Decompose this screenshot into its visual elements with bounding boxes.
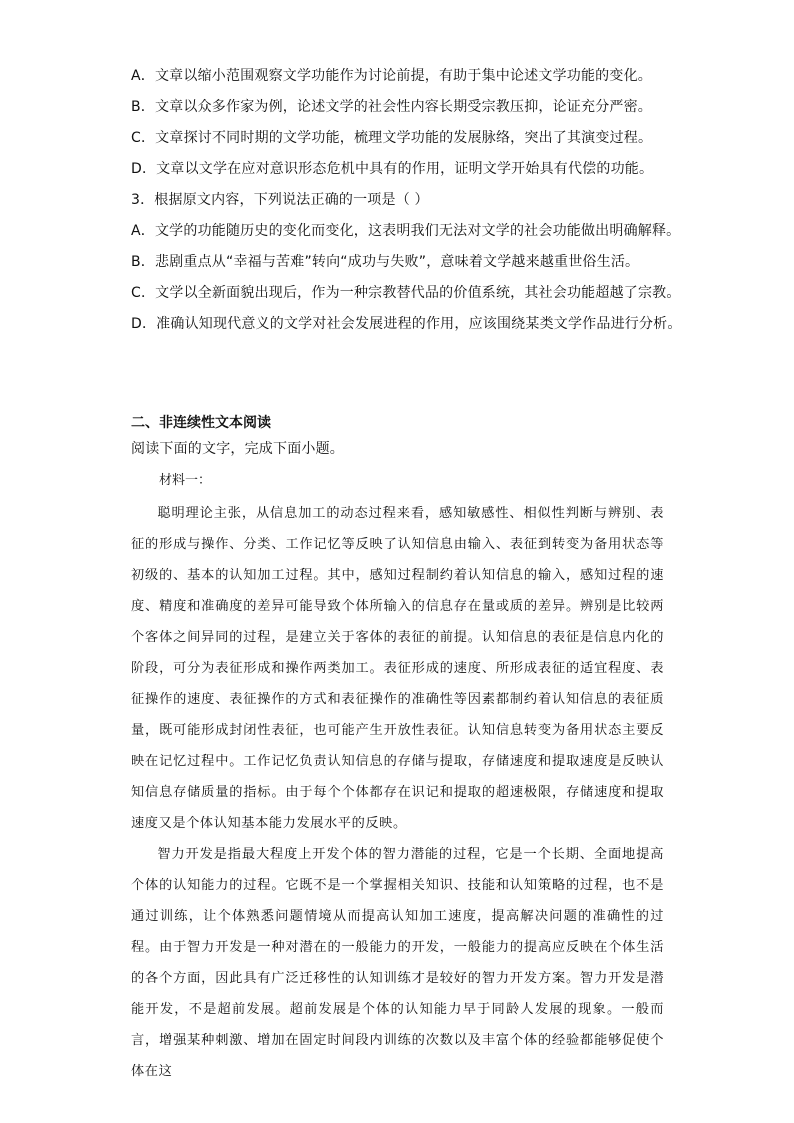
- q3-option-d: D．准确认知现代意义的文学对社会发展进程的作用，应该围绕某类文学作品进行分析。: [131, 316, 682, 332]
- section-instruction: 阅读下面的文字，完成下面小题。: [131, 441, 344, 457]
- q2-option-a: A．文章以缩小范围观察文学功能作为讨论前提，有助于集中论述文学功能的变化。: [131, 68, 652, 84]
- q2-option-d: D．文章以文学在应对意识形态危机中具有的作用，证明文学开始具有代偿的功能。: [131, 161, 654, 177]
- material-paragraph-1: 聪明理论主张，从信息加工的动态过程来看，感知敏感性、相似性判断与辨别、表征的形成与操作、分类、工作记忆等反映了认知信息由输入、表征到转变为备用状态等初级的、基本的认知加工过程。其中，感知过程制约着认知信息的输入，感知过程的速度、精度和准确度的差异可能导致个体所输入的信息存在量或质的差异。辨别是比较两个客体之间异同的过程，是建立关于客体的表征的前提。认知信息的表征是信息内化的阶段，可分为表征形成和操作两类加工。表征形成的速度、所形成表征的适宜程度、表征操作的速度、表征操作的方式和表征操作的准确性等因素都制约着认知信息的表征质量，既可能形成封闭性表征，也可能产生开放性表征。认知信息转变为备用状态主要反映在记忆过程中。工作记忆负责认知信息的存储与提取，存储速度和提取速度是反映认知信息存储质量的指标。由于每个个体都存在识记和提取的超速极限，存储速度和提取速度又是个体认知基本能力发展水平的反映。: [131, 506, 664, 831]
- q3-option-c: C．文学以全新面貌出现后，作为一种宗教替代品的价值系统，其社会功能超越了宗教。: [131, 285, 681, 301]
- q3-option-b: B．悲剧重点从“幸福与苦难”转向“成功与失败”，意味着文学越来越重世俗生活。: [131, 254, 640, 270]
- question3-stem: 3．根据原文内容，下列说法正确的一项是（ ）: [131, 192, 429, 208]
- q2-option-b: B．文章以众多作家为例，论述文学的社会性内容长期受宗教压抑，论证充分严密。: [131, 99, 653, 115]
- q2-option-c: C．文章探讨不同时期的文学功能，梳理文学功能的发展脉络，突出了其演变过程。: [131, 130, 653, 146]
- q3-option-a: A．文学的功能随历史的变化而变化，这表明我们无法对文学的社会功能做出明确解释。: [131, 223, 681, 239]
- material-label: 材料一：: [159, 473, 212, 488]
- material-paragraph-2: 智力开发是指最大程度上开发个体的智力潜能的过程，它是一个长期、全面地提高个体的认知能力的过程。它既不是一个掌握相关知识、技能和认知策略的过程，也不是通过训练，让个体熟悉问题情境从而提高认知加工速度，提高解决问题的准确性的过程。由于智力开发是一种对潜在的一般能力的开发，一般能力的提高应反映在个体生活的各个方面，因此具有广泛迁移性的认知训练才是较好的智力开发方案。智力开发是潜能开发，不是超前发展。超前发展是个体的认知能力早于同龄人发展的现象。一般而言，增强某种刺激、增加在固定时间段内训练的次数以及丰富个体的经验都能够促使个体在这: [131, 847, 664, 1079]
- section-title: 二、非连续性文本阅读: [131, 415, 271, 431]
